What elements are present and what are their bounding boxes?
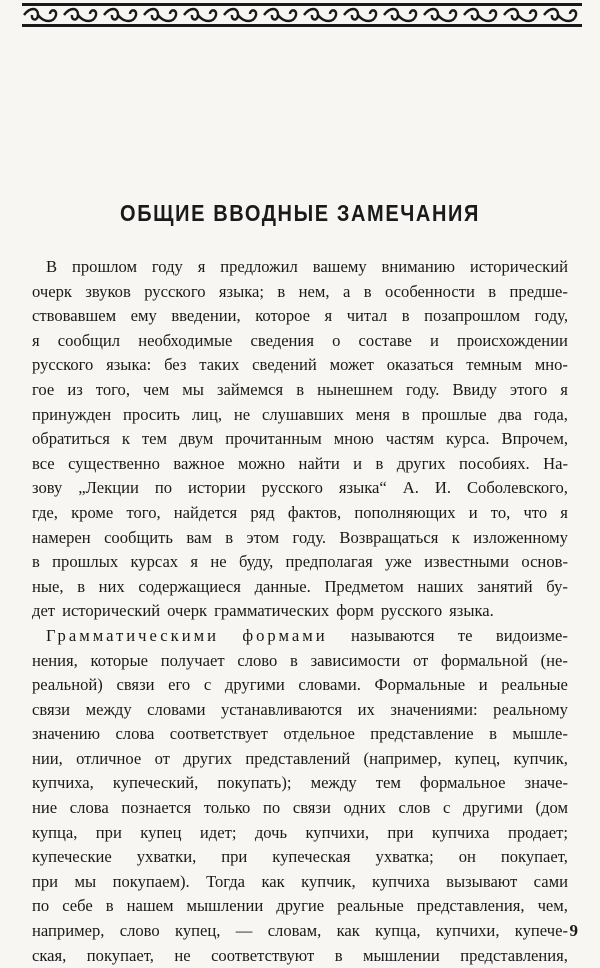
text-line: купца, при купец идет; дочь купчихи, при купчиха продает; bbox=[32, 822, 568, 842]
text-line: В прошлом году я предложил вашему вниманию исторический bbox=[46, 257, 568, 276]
text-line: ствовавшем ему введении, которое я читал в позапрошлом году, bbox=[32, 306, 568, 326]
text-line: нения, которые получает слово в зависимости от формальной (не- bbox=[32, 650, 568, 670]
text-line: купчиха, купеческий, покупать); между тем формальное значе- bbox=[32, 773, 568, 793]
text-line: реальной) связи его с другими словами. Формальные и реальные bbox=[32, 675, 568, 695]
text-line: ные, в них содержащиеся данные. Предметом наших занятий бу- bbox=[32, 576, 568, 596]
text-line: все существенно важное можно найти и в других пособиях. На- bbox=[32, 453, 568, 473]
text-line: ние слова познается только по связи одних слов с другими (дом bbox=[32, 798, 568, 818]
text-line: купеческие ухватки, при купеческая ухватка; он покупает, bbox=[32, 847, 568, 867]
text-line: намерен сообщить вам в этом году. Возвращаться к изложенному bbox=[32, 527, 568, 547]
text-line: значению слова соответствует отдельное представление в мышле- bbox=[32, 724, 568, 744]
text-line: дет исторический очерк грамматических форм русского языка. bbox=[32, 601, 494, 621]
text-line: Грамматическими формами называются те видоизме- bbox=[46, 625, 568, 645]
decorative-border-icon bbox=[22, 3, 582, 27]
text-line: связи между словами устанавливаются их значениями: реальному bbox=[32, 699, 568, 719]
text-line: где, кроме того, найдется ряд фактов, пополняющих и то, что я bbox=[32, 502, 568, 522]
page-number: 9 bbox=[569, 921, 578, 940]
text-line: например, слово купец, — словам, как купца, купчихи, купече- bbox=[32, 921, 568, 941]
text-line: в прошлых курсах я не буду, предполагая уже известными основ- bbox=[32, 552, 568, 572]
text-line: очерк звуков русского языка; в нем, а в особенности в предше- bbox=[32, 281, 568, 301]
text-line: я сообщил необходимые сведения о составе и происхождении bbox=[32, 330, 568, 350]
text-line: нии, отличное от других представлений (например, купец, купчик, bbox=[32, 748, 568, 768]
text-line: зову „Лекции по истории русского языка“ А. И. Соболевского, bbox=[32, 478, 568, 498]
text-line: обратиться к тем двум прочитанным мною частям курса. Впрочем, bbox=[32, 429, 568, 449]
body-text bbox=[32, 255, 568, 968]
chapter-title: ОБЩИЕ ВВОДНЫЕ ЗАМЕЧАНИЯ bbox=[120, 201, 480, 227]
text-line: гое из того, чем мы займемся в нынешнем году. Ввиду этого я bbox=[32, 379, 568, 399]
text-line: по себе в нашем мышлении другие реальные представления, чем, bbox=[32, 896, 568, 916]
text-line: при мы покупаем). Тогда как купчик, купчиха вызывают сами bbox=[32, 871, 568, 891]
text-line: ская, покупает, не соответствуют в мышлении представления, bbox=[32, 945, 568, 965]
text-line: русского языка: без таких сведений может оказаться темным мно- bbox=[32, 355, 568, 375]
text-line: принужден просить лиц, не слушавших меня в прошлые два года, bbox=[32, 404, 568, 424]
